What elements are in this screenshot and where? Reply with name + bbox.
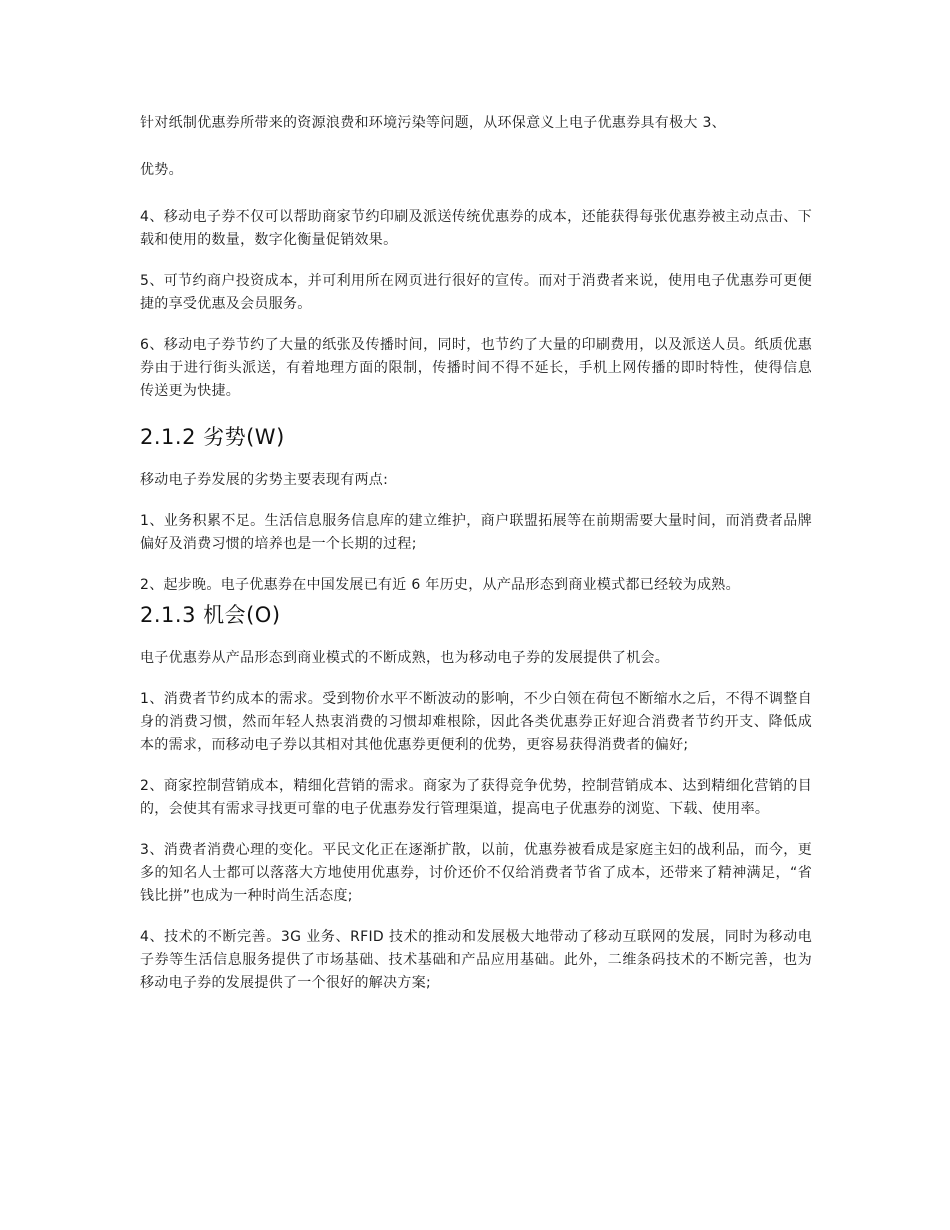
opportunity-intro: 电子优惠券从产品形态到商业模式的不断成熟，也为移动电子券的发展提供了机会。	[140, 650, 670, 666]
paragraph-item-6: 6、移动电子券节约了大量的纸张及传播时间，同时，也节约了大量的印刷费用，以及派送人员。纸质优惠券由于进行街头派送，有着地理方面的限制，传播时间不得不延长，手机上网传播的即时特性，使得信息传送更为快捷。	[140, 337, 812, 399]
opportunity-item-2: 2、商家控制营销成本，精细化营销的需求。商家为了获得竞争优势，控制营销成本、达到精细化营销的目的，会使其有需求寻找更可靠的电子优惠券发行管理渠道，提高电子优惠券的浏览、下载、使用率。	[140, 778, 812, 817]
paragraph-item-5: 5、可节约商户投资成本，并可利用所在网页进行很好的宣传。而对于消费者来说，使用电子优惠券可更便捷的享受优惠及会员服务。	[140, 273, 812, 312]
paragraph-advantage-tail: 优势。	[140, 162, 183, 178]
heading-opportunity: 2.1.3 机会(O)	[140, 603, 281, 627]
weakness-item-2: 2、起步晚。电子优惠券在中国发展已有近 6 年历史，从产品形态到商业模式都已经较为成熟。	[140, 577, 740, 593]
heading-weakness: 2.1.2 劣势(W)	[140, 425, 285, 449]
opportunity-item-4: 4、技术的不断完善。3G 业务、RFID 技术的推动和发展极大地带动了移动互联网的发展，同时为移动电子券等生活信息服务提供了市场基础、技术基础和产品应用基础。此外，二维条码技术的不断完善，也为移动电子券的发展提供了一个很好的解决方案;	[140, 929, 812, 991]
document-page	[140, 112, 812, 995]
weakness-item-1: 1、业务积累不足。生活信息服务信息库的建立维护，商户联盟拓展等在前期需要大量时间，而消费者品牌偏好及消费习惯的培养也是一个长期的过程;	[140, 513, 812, 552]
paragraph-item-4: 4、移动电子券不仅可以帮助商家节约印刷及派送传统优惠券的成本，还能获得每张优惠券被主动点击、下载和使用的数量，数字化衡量促销效果。	[140, 209, 812, 248]
weakness-intro: 移动电子券发展的劣势主要表现有两点:	[140, 472, 389, 488]
opportunity-item-1: 1、消费者节约成本的需求。受到物价水平不断波动的影响，不少白领在荷包不断缩水之后，不得不调整自身的消费习惯，然而年轻人热衷消费的习惯却难根除，因此各类优惠券正好迎合消费者节约开支、降低成本的需求，而移动电子券以其相对其他优惠券更便利的优势，更容易获得消费者的偏好;	[140, 691, 812, 753]
paragraph-env-advantage: 针对纸制优惠券所带来的资源浪费和环境污染等问题，从环保意义上电子优惠券具有极大 3、	[140, 115, 726, 131]
opportunity-item-3: 3、消费者消费心理的变化。平民文化正在逐渐扩散，以前，优惠券被看成是家庭主妇的战利品，而今，更多的知名人士都可以落落大方地使用优惠券，讨价还价不仅给消费者节省了成本，还带来了精神满足，“省钱比拼”也成为一种时尚生活态度;	[140, 842, 812, 904]
